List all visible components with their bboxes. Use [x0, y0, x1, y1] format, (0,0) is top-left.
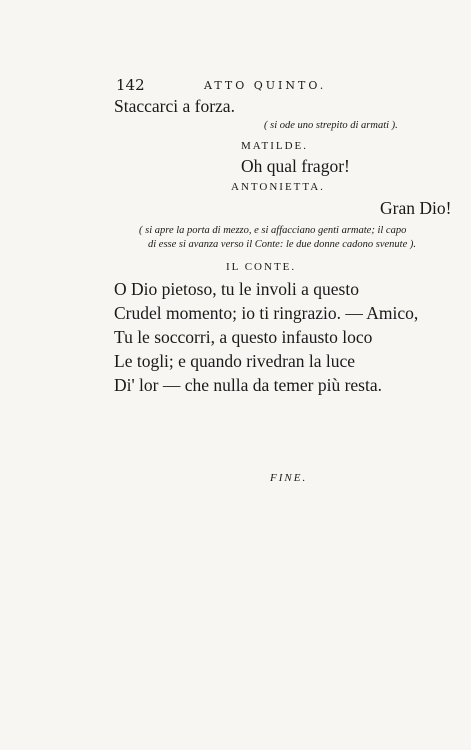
stage-direction: ( si ode uno strepito di armati ).	[264, 120, 398, 131]
end-mark: FINE.	[270, 472, 308, 484]
stage-direction: di esse si avanza verso il Conte: le due donne cadono svenute ).	[148, 239, 416, 250]
verse-line: Tu le soccorri, a questo infausto loco	[114, 327, 373, 347]
stage-direction: ( si apre la porta di mezzo, e si affacciano genti armate; il capo	[139, 225, 407, 236]
verse-line: O Dio pietoso, tu le involi a questo	[114, 279, 359, 299]
page-number: 142	[116, 76, 145, 94]
verse-line: Oh qual fragor!	[241, 156, 350, 176]
verse-line: Di' lor — che nulla da temer più resta.	[114, 375, 382, 395]
verse-line: Le togli; e quando rivedran la luce	[114, 351, 356, 371]
speaker-name: MATILDE.	[241, 140, 309, 152]
speaker-name: ANTONIETTA.	[231, 181, 325, 193]
verse-line: Staccarci a forza.	[114, 96, 235, 116]
speaker-name: IL CONTE.	[226, 261, 297, 273]
verse-line: Crudel momento; io ti ringrazio. — Amico,	[114, 303, 419, 323]
verse-line: Gran Dio!	[380, 198, 452, 218]
running-head: ATTO QUINTO.	[204, 79, 327, 92]
